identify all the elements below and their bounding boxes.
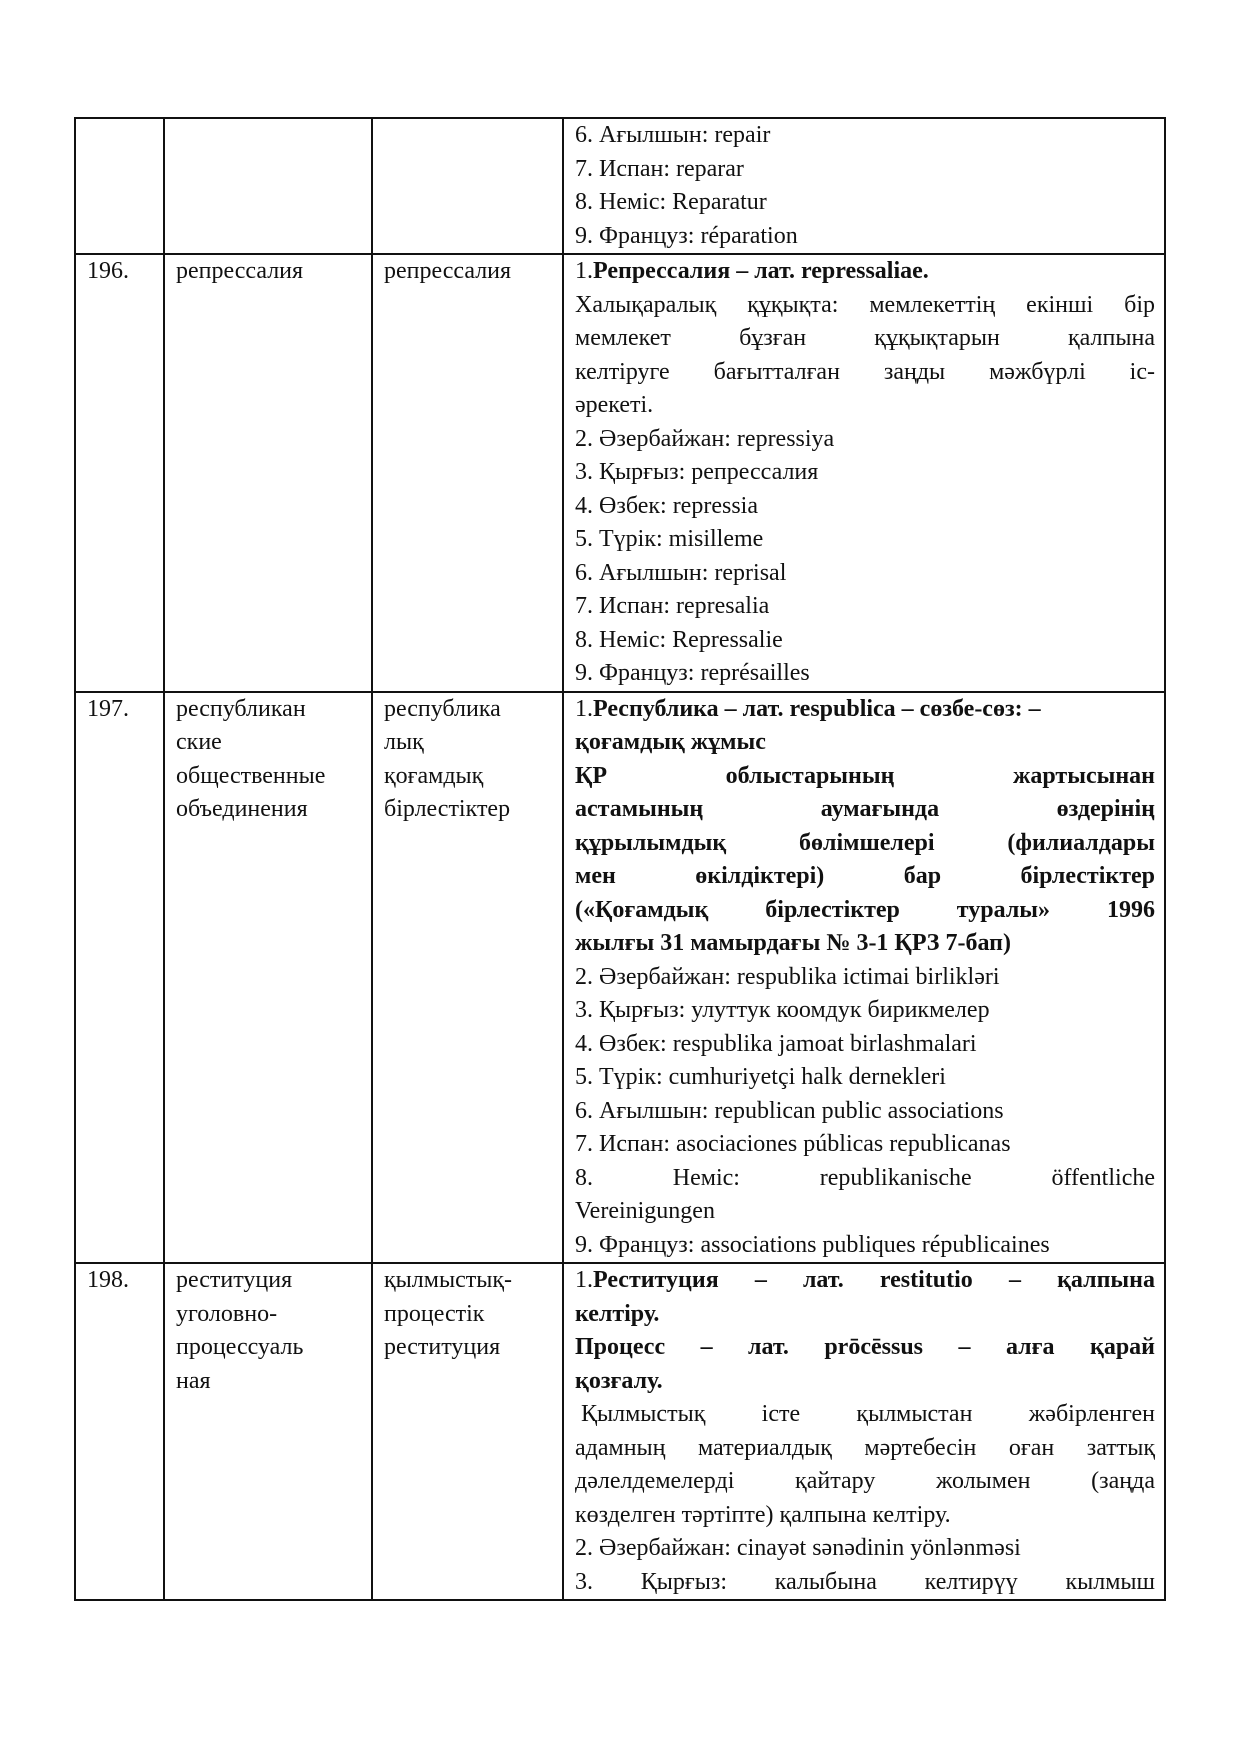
translation-line: 8. Неміс: Repressalie xyxy=(575,626,783,653)
terms-table xyxy=(74,117,1166,1601)
translation-line: 3. Қырғыз: калыбына келтирүү кылмыш xyxy=(575,1568,1155,1595)
table-row xyxy=(75,254,1165,692)
translation-line: Vereinigungen xyxy=(575,1198,715,1224)
definition-cell xyxy=(563,118,1165,254)
translation-line: 5. Түрік: misilleme xyxy=(575,526,764,552)
kazakh-term: бірлестіктер xyxy=(384,796,511,822)
russian-term: республикан xyxy=(176,695,306,722)
kazakh-term: қылмыстық- xyxy=(384,1267,512,1293)
kazakh-term: лық xyxy=(384,729,424,755)
definition-cell xyxy=(563,692,1165,1264)
definition-line: адамның материалдық мәртебесін оған заттық xyxy=(575,1434,1155,1461)
definition-line: құрылымдық бөлімшелері (филиалдары xyxy=(575,829,1155,856)
translation-line: 4. Өзбек: repressia xyxy=(575,492,758,519)
table-row xyxy=(75,1263,1165,1600)
translation-line: 2. Әзербайжан: cinayət sənədinin yönlənməsi xyxy=(575,1535,1021,1561)
translation-line: 5. Түрік: cumhuriyetçi halk dernekleri xyxy=(575,1064,946,1090)
etymology-text: келтіру. xyxy=(575,1300,660,1327)
etymology-heading xyxy=(575,1264,1155,1298)
russian-term: общественные xyxy=(176,762,326,789)
kazakh-term: қоғамдық xyxy=(384,762,484,789)
russian-term: уголовно- xyxy=(176,1300,278,1327)
table-row xyxy=(75,118,1165,254)
etymology-text: Процесс – лат. prōcēssus – алға қарай xyxy=(575,1334,1155,1360)
table-row xyxy=(75,692,1165,1264)
kazakh-term: реституция xyxy=(384,1334,501,1360)
translation-line: 6. Ағылшын: repair xyxy=(575,122,771,148)
kazakh-term-cell xyxy=(372,1263,563,1600)
etymology-text: Реституция – лат. restitutio – қалпына xyxy=(593,1267,1155,1293)
translation-line: 9. Француз: associations publiques républicaines xyxy=(575,1231,1050,1258)
definition-line: астамының аумағында өздерінің xyxy=(575,796,1155,822)
russian-term: репрессалия xyxy=(176,258,304,284)
definition-line: ҚР облыстарының жартысынан xyxy=(575,762,1155,789)
translation-line: 4. Өзбек: respublika jamoat birlashmalari xyxy=(575,1030,977,1057)
translation-line: 2. Әзербайжан: respublika ictimai birlikləri xyxy=(575,963,1000,990)
etymology-text: қоғамдық жұмыс xyxy=(575,729,766,755)
row-number-cell xyxy=(75,118,164,254)
kazakh-term-cell xyxy=(372,692,563,1264)
kazakh-term-cell xyxy=(372,254,563,692)
translation-line: 7. Испан: asociaciones públicas republicanas xyxy=(575,1131,1011,1157)
definition-line: («Қоғамдық бірлестіктер туралы» 1996 xyxy=(575,896,1155,923)
russian-term-cell xyxy=(164,1263,372,1600)
definition-line: Халықаралық құқықта: мемлекеттің екінші бір xyxy=(575,291,1155,318)
definition-cell xyxy=(563,254,1165,692)
translation-line: 8. Неміс: republikanische öffentliche xyxy=(575,1164,1155,1191)
etymology-text: қозғалу. xyxy=(575,1367,663,1394)
russian-term: ная xyxy=(176,1367,211,1394)
row-number-cell: 198. xyxy=(75,1263,164,1600)
definition-line: жылғы 31 мамырдағы № 3-1 ҚРЗ 7-бап) xyxy=(575,930,1011,956)
definition-line: әрекеті. xyxy=(575,392,654,418)
etymology-text: Республика – лат. respublica – сөзбе-сөз: – xyxy=(593,695,1041,722)
item-number: 1. xyxy=(575,258,593,284)
definition-line: Қылмыстық істе қылмыстан жәбірленген xyxy=(581,1401,1155,1427)
translation-line: 7. Испан: represalia xyxy=(575,593,770,619)
translation-line: 6. Ағылшын: republican public associations xyxy=(575,1097,1004,1124)
kazakh-term: репрессалия xyxy=(384,258,512,284)
definition-line: мен өкілдіктері) бар бірлестіктер xyxy=(575,863,1155,889)
row-number-cell: 197. xyxy=(75,692,164,1264)
item-number: 1. xyxy=(575,1267,593,1293)
russian-term-cell xyxy=(164,118,372,254)
russian-term: объединения xyxy=(176,796,308,822)
russian-term: ские xyxy=(176,729,222,755)
etymology-text: Репрессалия – лат. repressaliae. xyxy=(593,258,929,284)
definition-line: дәлелдемелерді қайтару жолымен (заңда xyxy=(575,1468,1155,1494)
translation-line: 3. Қырғыз: репрессалия xyxy=(575,459,819,485)
definition-line: мемлекет бұзған құқықтарын қалпына xyxy=(575,325,1155,351)
item-number: 1. xyxy=(575,695,593,722)
translation-line: 6. Ағылшын: reprisal xyxy=(575,559,787,586)
translation-line: 3. Қырғыз: улуттук коомдук бирикмелер xyxy=(575,997,990,1023)
russian-term: процессуаль xyxy=(176,1334,304,1360)
definition-line: көзделген тәртіпте) қалпына келтіру. xyxy=(575,1501,951,1528)
definition-cell xyxy=(563,1263,1165,1600)
kazakh-term-cell xyxy=(372,118,563,254)
translation-line: 7. Испан: reparar xyxy=(575,155,744,182)
russian-term-cell xyxy=(164,692,372,1264)
translation-line: 8. Неміс: Reparatur xyxy=(575,189,767,215)
document-page xyxy=(74,117,1164,1601)
translation-line: 2. Әзербайжан: repressiya xyxy=(575,425,835,452)
translation-line: 9. Француз: réparation xyxy=(575,222,798,249)
etymology-heading xyxy=(575,255,1155,289)
row-number-cell: 196. xyxy=(75,254,164,692)
etymology-heading xyxy=(575,693,1155,727)
kazakh-term: республика xyxy=(384,695,501,722)
definition-line: келтіруге бағытталған заңды мәжбүрлі іс- xyxy=(575,358,1155,385)
russian-term-cell xyxy=(164,254,372,692)
translation-line: 9. Француз: représailles xyxy=(575,660,810,686)
russian-term: реституция xyxy=(176,1267,293,1293)
kazakh-term: процестік xyxy=(384,1300,485,1327)
